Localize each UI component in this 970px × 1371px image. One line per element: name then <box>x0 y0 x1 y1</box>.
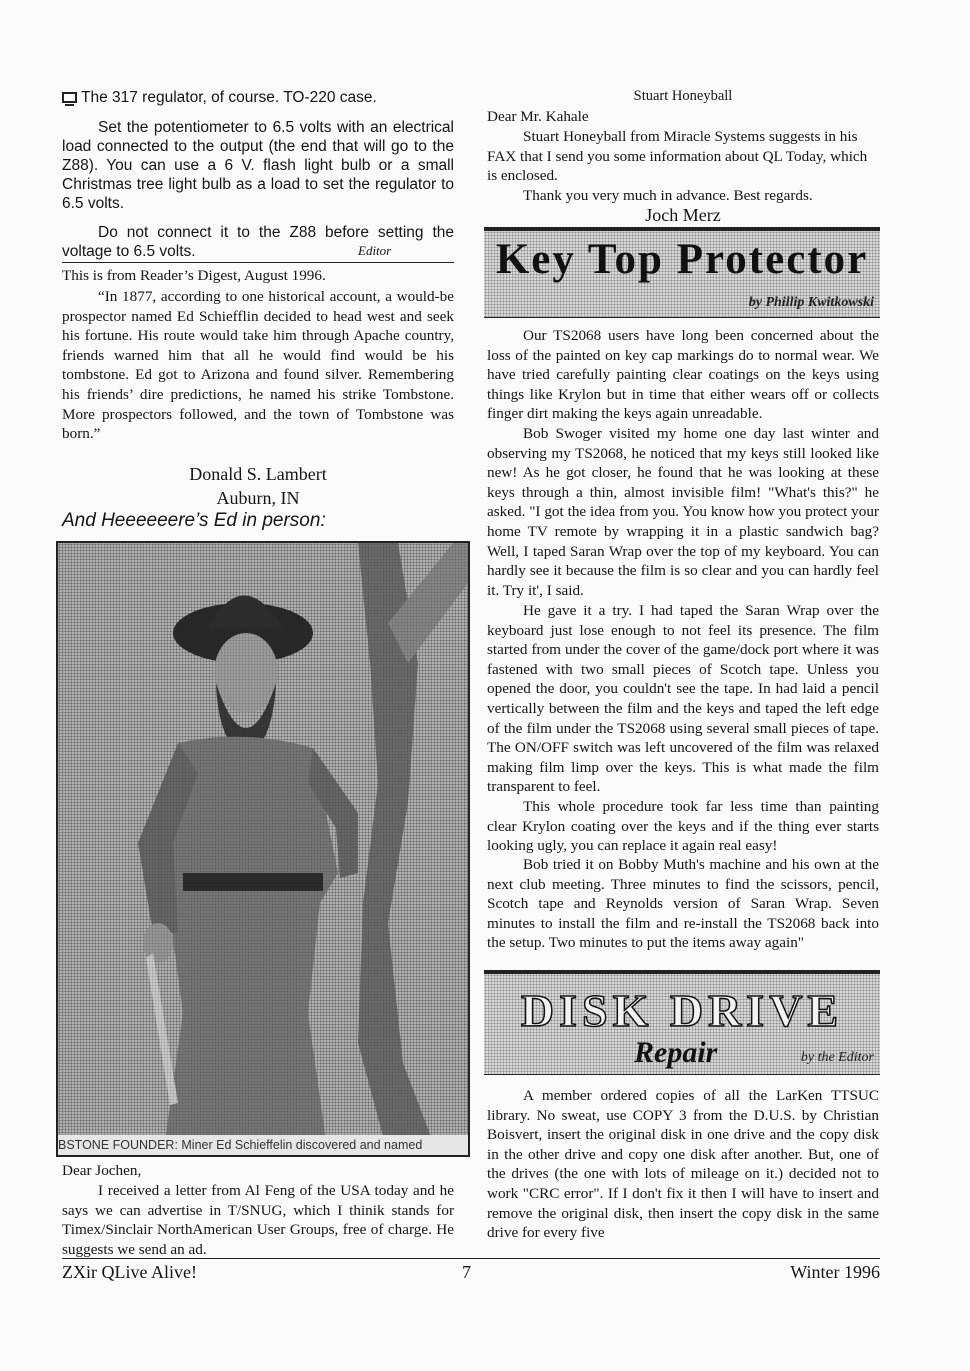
letter2-body: Stuart Honeyball from Miracle Systems suggests in his FAX that I send you some information about QL Today, which is enclosed. <box>487 128 868 185</box>
disk-drive-title: DISK DRIVE <box>520 985 844 1036</box>
disk-drive-p1: A member ordered copies of all the LarKen TTSUC library. No sweat, use COPY 3 from the D.U.S. by Christian Boisvert, insert the original disk in one drive and the copy disk in the other drive and copy one disk after another. But, one of the drives (the one with lots of mileage on it.) decided not to work "CRC error". If I don't fix it then I will have to insert and remove the original disk, then insert the copy disk in the same drive for every five <box>487 1087 879 1242</box>
author-name: Donald S. Lambert <box>189 464 327 484</box>
photo-figure <box>58 543 468 1155</box>
disk-banner-bottom-rule <box>484 1074 880 1075</box>
key-top-p3: He gave it a try. I had taped the Saran Wrap over the keyboard just lose enough to not feel its presence. The film started from under the cover of the game/dock port where it was fastened with two small pieces of Scotch tape. Unless you opened the door, you couldn't see the tape. In had laid a pencil vertically between the film and the keys and taped the left edge of the film under the TS2068 using several small pieces of tape. The ON/OFF switch was left uncovered of the film was relaxed making film limp over the keys. This is what made the film transparent to feel. <box>487 602 879 796</box>
footer-page-number: 7 <box>462 1262 471 1282</box>
letter2-thanks: Thank you very much in advance. Best regards. <box>523 187 813 204</box>
photo-heading: And Heeeeeere’s Ed in person: <box>62 510 326 531</box>
potentiometer-paragraph: Set the potentiometer to 6.5 volts with an electrical load connected to the output (the end that will go to the Z88). You can use a 6 V. flash light bulb or a small Christmas tree light bulb as a load to set the regulator to 6.5 volts. <box>62 119 454 212</box>
editor-signature: Editor <box>358 243 392 258</box>
letter-body: I received a letter from Al Feng of the USA today and he says we can advertise in T/SNUG, which I thinik stands for Timex/Sinclair NorthAmerican User Groups, free of charge. He suggests we send an ad. <box>62 1182 454 1258</box>
key-top-p5: Bob tried it on Bobby Muth's machine and his own at the next club meeting. Three minutes to find the scissors, pencil, Scotch tape and Reynolds version of Saran Wrap. Seven minutes to install the film and re-install the TS2068 back into the setup. Two minutes to put the items away again" <box>487 856 879 952</box>
letter2-salutation: Dear Mr. Kahale <box>487 108 589 125</box>
footer-rule <box>62 1258 880 1259</box>
disk-drive-subtitle: Repair <box>634 1036 718 1069</box>
author-place: Auburn, IN <box>216 488 300 508</box>
letter-from: Stuart Honeyball <box>633 88 733 104</box>
banner-bottom-rule <box>484 317 880 318</box>
footer-issue: Winter 1996 <box>790 1262 880 1282</box>
photo-caption: BSTONE FOUNDER: Miner Ed Schieffelin discovered and named <box>58 1135 468 1155</box>
computer-icon <box>62 92 77 103</box>
key-top-banner <box>484 231 880 317</box>
digest-quote: “In 1877, according to one historical account, a would-be prospector named Ed Schiefflin decided to head west and seek his fortune. His route would take him through Apache country, friends warned him that all he would find would be his tombstone. Ed got to Arizona and found silver. Remembering his friends’ dire predictions, he named his strike Tombstone. More prospectors followed, and the town of Tombstone was born.” <box>62 288 454 443</box>
divider <box>62 262 454 263</box>
footer-publication: ZXir QLive Alive! <box>62 1262 197 1282</box>
key-top-title: Key Top Protector <box>495 236 869 283</box>
ed-schieffelin-photo <box>56 541 470 1157</box>
disk-drive-banner <box>484 974 880 1074</box>
key-top-byline: by Phillip Kwitkowski <box>748 295 874 310</box>
key-top-p1: Our TS2068 users have long been concerned about the loss of the painted on key cap markings do to normal wear. We have tried carefully painting clear coatings on the keys using things like Krylon but in time that either wears off or collects finger dirt making the keys again unreadable. <box>487 327 879 423</box>
key-top-p4: This whole procedure took far less time than painting clear Krylon coating over the keys and if the thing ever starts looking ugly, you can replace it again real easy! <box>487 798 879 855</box>
regulator-note: The 317 regulator, of course. TO-220 case. <box>62 89 454 107</box>
key-top-p2: Bob Swoger visited my home one day last winter and observing my TS2068, he noticed that my keys still looked like new! As he got closer, he found that he was looking at these keys through a thin, almost invisible film! "What's this?" he asked. "I got the idea from you. You know how you protect your home TV remote by wrapping it in a plastic sandwich bag? Well, I taped Saran Wrap over the top of my keyboard. You can hardly see it because the film is so clear and you can hardly feel it. Try it', I said. <box>487 425 879 599</box>
warning-paragraph: Do not connect it to the Z88 before setting the voltage to 6.5 volts. <box>62 224 454 260</box>
letter-salutation: Dear Jochen, <box>62 1162 142 1179</box>
disk-drive-byline: by the Editor <box>800 1050 874 1065</box>
digest-intro: This is from Reader’s Digest, August 1996. <box>62 267 326 284</box>
letter2-signature: Joch Merz <box>645 205 721 225</box>
